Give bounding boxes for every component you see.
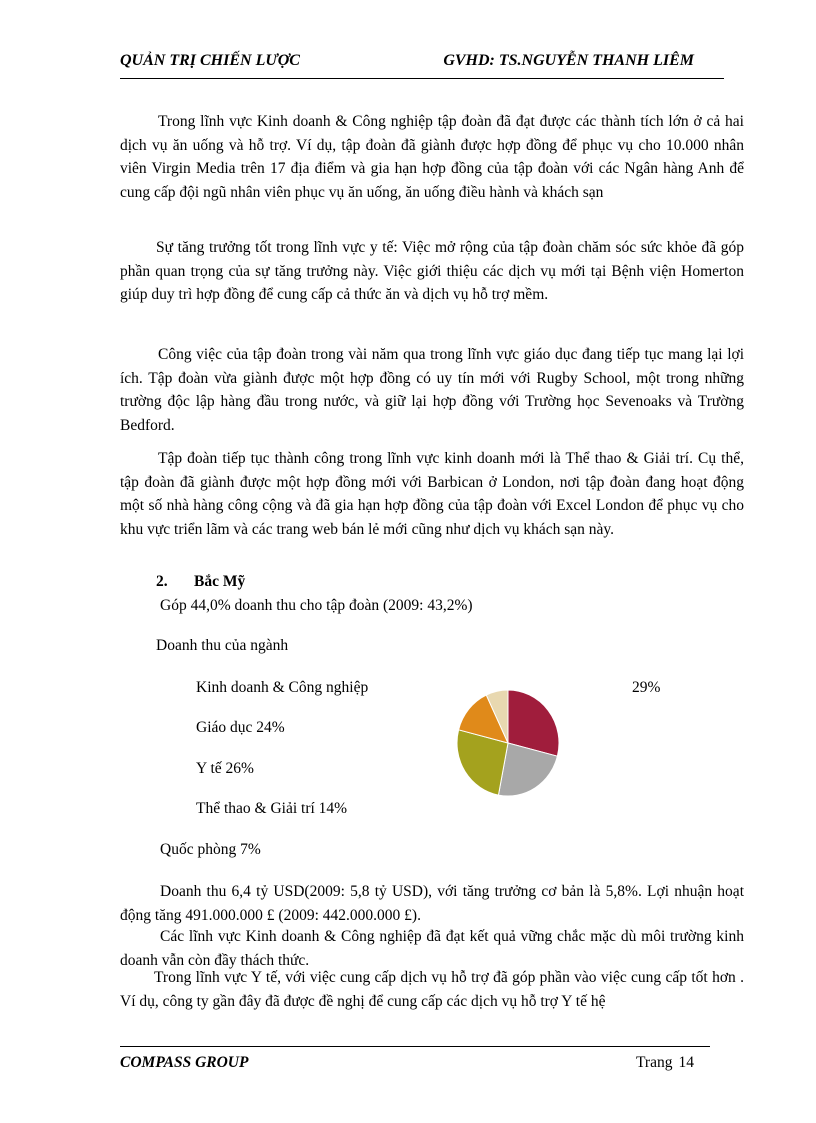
footer-page-label: Trang — [636, 1054, 673, 1071]
paragraph-healthcare: Trong lĩnh vực Y tế, với việc cung cấp dịch vụ hỗ trợ đã góp phần vào việc cung cấp tốt hơn . Ví dụ, công ty gần đây đã được đề nghị để cung cấp các dịch vụ hỗ trợ Y tế hệ — [120, 969, 744, 1010]
intro-line: Góp 44,0% doanh thu cho tập đoàn (2009: 43,2%) — [160, 597, 473, 614]
section-number: 2. — [156, 573, 168, 590]
footer-divider — [120, 1046, 710, 1047]
paragraph-results: Các lĩnh vực Kinh doanh & Công nghiệp đã đạt kết quả vững chắc mặc dù môi trường kinh doanh vẫn còn đầy thách thức. — [120, 928, 744, 969]
paragraph-business: Trong lĩnh vực Kinh doanh & Công nghiệp tập đoàn đã đạt được các thành tích lớn ở cả hai dịch vụ ăn uống và hỗ trợ. Ví dụ, tập đoàn đã giành được hợp đồng để phục vụ cho 10.000 nhân viên Virgin Media trên 17 địa điểm và gia hạn hợp đồng của tập đoàn với các Ngân hàng Anh để cung cấp đội ngũ nhân viên phục vụ ăn uống, ăn uống điều hành và khách sạn — [120, 113, 744, 201]
paragraph-education: Công việc của tập đoàn trong vài năm qua trong lĩnh vực giáo dục đang tiếp tục mang lại lợi ích. Tập đoàn vừa giành được một hợp đồng có uy tín mới với Rugby School, một trong những trường độc lập hàng đầu trong nước, và giữ lại hợp đồng với Trường học Sevenoaks và Trường Bedford. — [120, 346, 744, 434]
legend-business: Kinh doanh & Công nghiệp — [196, 679, 369, 696]
legend-sports: Thể thao & Giải trí 14% — [196, 800, 348, 817]
header-course-title: QUẢN TRỊ CHIẾN LƯỢC — [120, 52, 300, 69]
legend-defense: Quốc phòng 7% — [160, 841, 261, 858]
legend-business-pct: 29% — [632, 679, 661, 696]
paragraph-revenue: Doanh thu 6,4 tỷ USD(2009: 5,8 tỷ USD), với tăng trưởng cơ bản là 5,8%. Lợi nhuận hoạt động tăng 491.000.000 £ (2009: 442.000.000 £). — [120, 883, 744, 924]
header-instructor: GVHD: TS.NGUYỄN THANH LIÊM — [443, 52, 694, 69]
paragraph-health: Sự tăng trưởng tốt trong lĩnh vực y tế: Việc mở rộng của tập đoàn chăm sóc sức khỏe đã góp phần quan trọng của sự tăng trưởng này. Việc giới thiệu các dịch vụ mới tại Bệnh viện Homerton giúp duy trì hợp đồng để cung cấp cả thức ăn và dịch vụ hỗ trợ mềm. — [120, 239, 744, 303]
footer-page-number: 14 — [678, 1054, 694, 1071]
page-header — [120, 52, 724, 79]
footer-company: COMPASS GROUP — [120, 1054, 249, 1071]
legend-education: Giáo dục 24% — [196, 719, 285, 736]
paragraph-sports: Tập đoàn tiếp tục thành công trong lĩnh vực kinh doanh mới là Thể thao & Giải trí. Cụ thể, tập đoàn đã giành được một hợp đồng mới với Barbican ở London, nơi tập đoàn đang hoạt động một số nhà hàng công cộng và đã gia hạn hợp đồng của tập đoàn với Excel London để phục vụ cho khu vực triển lãm và các trang web bán lẻ mới cũng như dịch vụ khách sạn này. — [120, 450, 744, 538]
legend-health: Y tế 26% — [196, 760, 254, 777]
section-title: Bắc Mỹ — [194, 573, 246, 590]
section-heading — [156, 573, 245, 591]
revenue-pie-chart — [455, 688, 561, 798]
revenue-label: Doanh thu của ngành — [156, 637, 289, 654]
footer-page — [636, 1054, 694, 1072]
